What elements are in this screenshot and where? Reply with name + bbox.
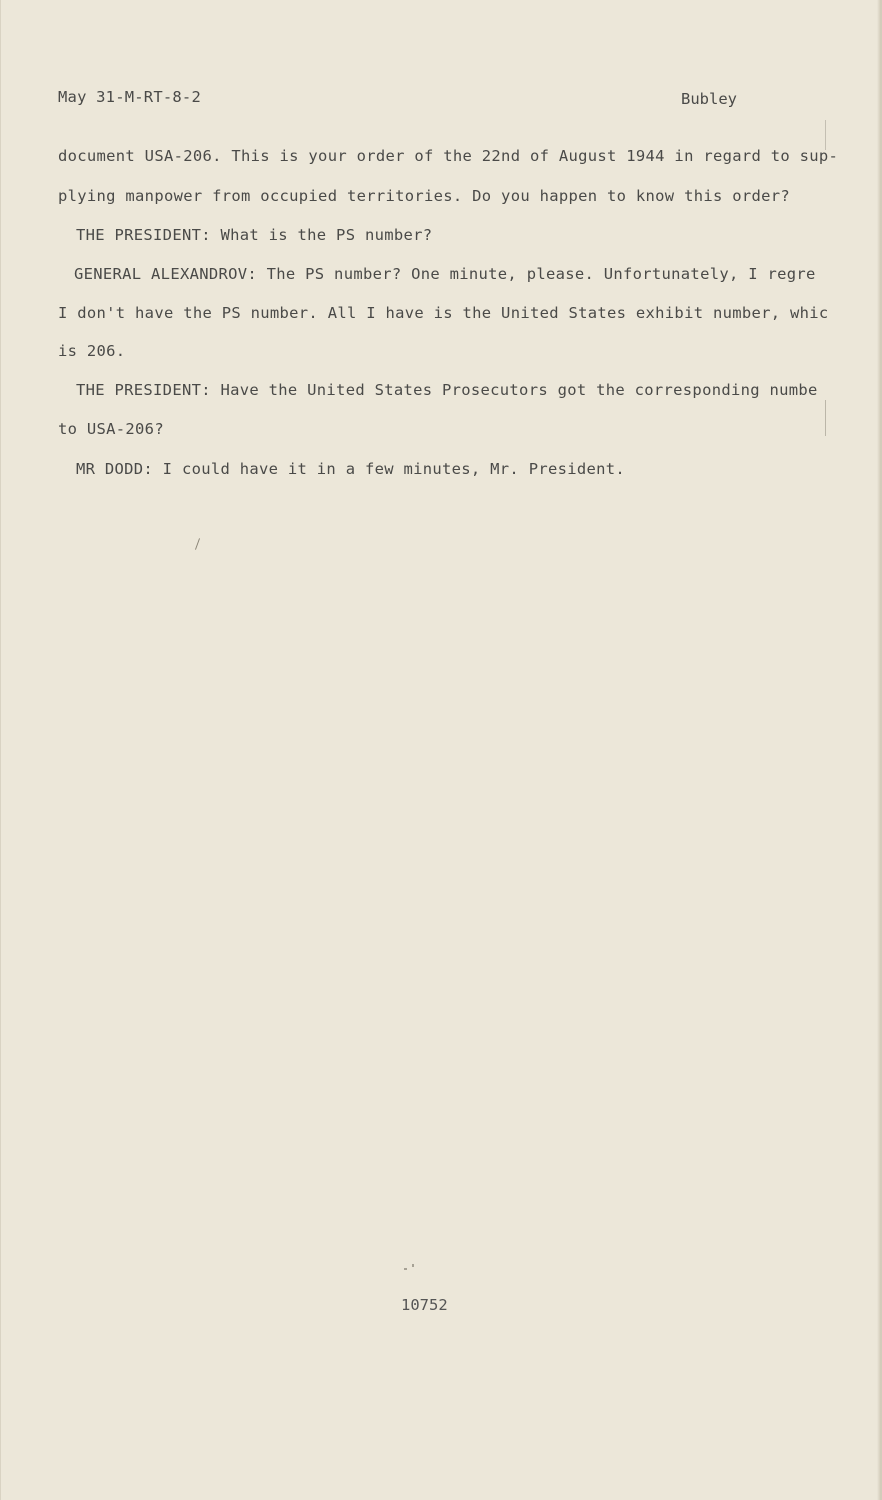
ink-dot	[404, 1268, 407, 1270]
transcript-line: THE PRESIDENT: What is the PS number?	[76, 226, 433, 244]
page-edge-shadow	[877, 0, 881, 1500]
stray-pen-mark	[195, 538, 200, 550]
transcript-line: GENERAL ALEXANDROV: The PS number? One minute, please. Unfortunately, I regre	[74, 265, 816, 283]
transcript-line: document USA-206. This is your order of the 22nd of August 1944 in regard to sup-	[58, 147, 839, 165]
stenographer-name: Bubley	[681, 90, 737, 108]
transcript-line: I don't have the PS number. All I have is the United States exhibit number, whic	[58, 304, 829, 322]
transcript-line: plying manpower from occupied territories. Do you happen to know this order?	[58, 187, 791, 205]
transcript-line: is 206.	[58, 342, 126, 360]
ink-dot	[412, 1264, 414, 1267]
page-number: 10752	[401, 1296, 448, 1314]
transcript-line: MR DODD: I could have it in a few minutes, Mr. President.	[76, 460, 626, 478]
document-reference: May 31-M-RT-8-2	[58, 88, 201, 106]
transcript-line: to USA-206?	[58, 420, 164, 438]
margin-mark	[825, 400, 826, 436]
transcript-line: THE PRESIDENT: Have the United States Prosecutors got the corresponding numbe	[76, 381, 818, 399]
margin-mark	[825, 120, 826, 150]
